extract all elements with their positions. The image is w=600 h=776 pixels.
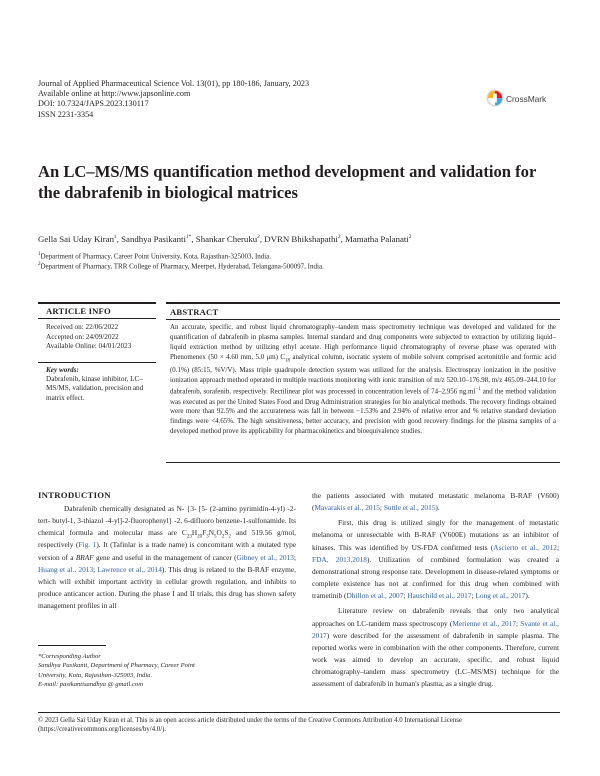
affiliation-sup: 2 — [38, 262, 41, 267]
text: ; — [93, 564, 98, 574]
abstract-part: analytical column, isocratic system of mobile solvent comprised acetonitrile and formic acid (0.1%) (85:15, %V/V). Mass triple quadrupole detection system was utilized for the analysis. Electrospray ionization in the positive ionization approach method operated in multiple reactions monitoring with ionic transition of m/z 520.10–176.98, m/z 465.09–244.10 for dabrafenib, sorafenib, respectively. Rectilinear plot was processed in concentration levels of 74–2,956 ng.ml — [170, 352, 556, 396]
abstract-part: An accurate, specific, and robust liquid chromatography–tandem mass spectrometry technique was developed and validated for the quantification of dabrafenib in plasma samples. Internal standard and drug components were subjected to extraction by utilizing liquid–liquid extraction method by utilizing ethyl acetate. High performance liquid chromatography of reverse phase was operated with Phenomenex (50 × 4.60 mm, 5.0 μm) C — [170, 323, 556, 361]
reference-link[interactable]: Ascierto et al., 2012 — [493, 542, 557, 552]
formula-sub: 2 — [221, 534, 225, 540]
reference-link[interactable]: Hauschild et al., 2017 — [407, 591, 472, 601]
introduction-heading: INTRODUCTION — [38, 490, 111, 500]
abstract-box — [166, 302, 560, 437]
reference-link[interactable]: Long et al., 2017 — [475, 591, 526, 601]
reference-link[interactable]: Mavarakis et al., 2015 — [314, 503, 380, 513]
formula-sub: 23 — [186, 534, 192, 540]
corresponding-email[interactable]: E-mail: pasikantisandhya @ gmail.com — [38, 680, 143, 688]
text: F — [202, 528, 207, 538]
affiliation-text: Department of Pharmacy, Career Point University, Kota, Rajasthan-325003, India. — [40, 252, 272, 261]
text: ) were described for the assessment of dabrafenib in sample plasma. The reported works were in combination with the other components. Therefore, current work was aimed to develop an accurate, specific, and robust liquid chromatography–tandem mass spectrometry (LC–MS/MS) technique for the assessment of dabrafenib in human's plasma, as a single drug. — [312, 630, 559, 689]
gene-name: BRAF — [75, 552, 94, 562]
text: N — [208, 528, 215, 538]
author-sup: 2 — [257, 234, 260, 241]
journal-issn: ISSN 2231-3354 — [38, 109, 94, 119]
intro-left-column — [38, 503, 296, 612]
reference-link[interactable]: Svante et al., 2017 — [312, 618, 559, 640]
intro-paragraph — [38, 503, 296, 612]
journal-available[interactable]: Available online at http://www.japsonline.com — [38, 89, 191, 99]
corresponding-address: University, Kota, Rajasthan-325003, India. — [38, 671, 153, 679]
author-sup: 1* — [185, 234, 192, 241]
footnote-divider — [38, 645, 106, 646]
text: Dabrafenib chemically designated as N- {3- [5- (2-amino pyrimidin-4-yl) -2-tert- butyl-1, 3-thiazol -4-yl]-2-fluorophenyl} -2, 6-difluoro benzene-1-sulfonamide. Its chemical formula and molecular mass are C — [38, 504, 296, 538]
abstract-text — [166, 320, 560, 437]
intro-paragraph — [312, 490, 559, 514]
author-list: Gella Sai Uday Kiran$^1$, Sandhya Pasikanti$^{1*}$, Shankar Cheruku$^2$, DVRN Bhikshapathi$^2$, Mamatha Palanati$^2$ — [38, 234, 412, 244]
text: S — [224, 528, 229, 538]
keywords-text: Dabrafenib, kinase inhibitor, LC–MS/MS, validation, precision and matrix effect. — [46, 375, 144, 402]
journal-doi[interactable]: DOI: 10.7324/JAPS.2023.130117 — [38, 99, 149, 109]
formula-sub: 20 — [197, 534, 203, 540]
affiliation-1 — [38, 252, 271, 260]
license-notice — [38, 716, 560, 734]
text: ). — [435, 503, 440, 513]
reference-link[interactable]: Suttle et al., 2015 — [383, 503, 436, 513]
text: ; — [379, 503, 384, 513]
text: ; — [516, 618, 521, 628]
reference-link[interactable]: Lawrence et al., 2014 — [97, 564, 162, 574]
reference-link[interactable]: FDA, 2013,2018 — [312, 554, 367, 564]
corresponding-author — [38, 652, 195, 689]
abstract-divider — [166, 462, 560, 463]
author-name: Mamatha Palanati — [345, 234, 409, 244]
author-sup: 1 — [113, 234, 117, 241]
text: O — [216, 528, 222, 538]
license-link[interactable]: (https://creativecommons.org/licenses/by/4.0/). — [38, 726, 167, 734]
keywords-box — [38, 362, 156, 404]
article-info-heading: ARTICLE INFO — [38, 302, 156, 319]
affiliation-2 — [38, 262, 324, 270]
text: ). — [525, 591, 530, 601]
text: ). It (Tafinlar is a trade name) is concomitant with a mutated type version of a — [38, 540, 297, 562]
text: Literature review on dabrafenib reveals that only two analytical approaches on LC-tandem mass spectroscopy ( — [312, 606, 559, 628]
text: H — [191, 528, 198, 538]
intro-paragraph — [312, 517, 559, 602]
formula-sub: 2 — [228, 534, 231, 540]
reference-link[interactable]: Huang et al., 2013 — [38, 564, 94, 574]
text: and 519.56 g/mol, respectively ( — [38, 528, 297, 550]
abstract-heading: ABSTRACT — [166, 302, 560, 320]
formula-sub: 5 — [214, 534, 217, 540]
text: ). This drug is related to the B-RAF enzyme, which will exhibit important activity in cellular growth regulation, and inhibits to produce anticancer action. During the phase I and II trials, this drug has shown safety management profiles in all — [38, 564, 296, 611]
author-sup: 2 — [337, 234, 341, 241]
received-date: Received on: 22/06/2022 — [46, 323, 119, 331]
text: ). Utilization of combined formulation was created a demonstrational strong response rate. Development in disease-related symptoms or complete existence has not at confirmed for this drug when combined with trametinib ( — [312, 554, 559, 601]
crossmark-badge[interactable] — [486, 88, 558, 110]
reference-link[interactable]: Merienne et al., 2017 — [452, 618, 517, 628]
text: First, this drug is utilized singly for the management of metastatic melanoma or unresectable with B-RAF (V600E) mutations as an inhibitor of kinases. This was identified by US-FDA confirmed tests ( — [312, 518, 559, 552]
license-line: © 2023 Gella Sai Uday Kiran et al. This is an open access article distributed under the terms of the Creative Commons Attribution 4.0 International License — [38, 717, 462, 724]
text: ; — [293, 552, 296, 562]
accepted-date: Accepted on: 24/09/2022 — [46, 332, 119, 341]
journal-citation: Journal of Applied Pharmaceutical Science Vol. 13(01), pp 180-186, January, 2023 — [38, 79, 310, 88]
article-title: An LC–MS/MS quantification method development and validation for the dabrafenib in biological matrices — [38, 162, 537, 202]
corresponding-name: Sandhya Pasikanti, Department of Pharmacy, Career Point — [38, 662, 195, 670]
corresponding-label: *Corresponding Author — [38, 653, 101, 660]
abstract-sub: 18 — [285, 357, 290, 363]
keywords-heading: Key words: — [46, 366, 79, 374]
text: ; — [403, 591, 408, 601]
license-divider — [38, 712, 560, 713]
author-name: DVRN Bhikshapathi — [264, 234, 338, 244]
intro-right-column — [312, 490, 559, 691]
text: gene and useful in the management of cancer ( — [93, 552, 237, 562]
journal-header — [38, 79, 309, 120]
abstract-sup: −1 — [475, 387, 481, 393]
crossmark-icon — [486, 89, 504, 109]
affiliation-sup: 1 — [38, 252, 41, 257]
reference-link[interactable]: Dhillon et al., 2007 — [346, 591, 404, 601]
intro-paragraph — [312, 605, 559, 690]
available-date: Available Online: 04/01/2023 — [46, 342, 132, 351]
reference-link[interactable]: Gibney et al., 2013 — [236, 552, 294, 562]
text: ; — [556, 542, 559, 552]
crossmark-label: CrossMark — [506, 94, 547, 104]
author-sup: 2 — [408, 234, 412, 241]
author-name: Gella Sai Uday Kiran — [38, 234, 114, 244]
text: ; — [471, 591, 476, 601]
abstract-part: and the method validation was executed as per the United States Food and Drug Administration strategies for bio analytical methods. The recovery findings obtained were more than 92.5% and the accurateness was fall in between −1.53% and 2.94% of relative error and % relative standard deviation findings were <4.65%. The high sensitiveness, better accuracy, and precision with good recovery findings for the plasma samples of a developed method prove its applicability for pharmacokinetics and bioequivalence studies. — [170, 387, 557, 436]
formula-sub: 3 — [206, 534, 209, 540]
author-name: Sandhya Pasikanti — [121, 234, 186, 244]
text: the patients associated with mutated metastatic melanoma B-RAF (V600) ( — [312, 491, 559, 513]
author-name: Shankar Cheruku — [195, 234, 258, 244]
article-info-box — [38, 302, 156, 352]
figure-link[interactable]: Fig. 1 — [78, 540, 97, 550]
affiliation-text: Department of Pharmacy, TRR College of Pharmacy, Meerpet, Hyderabad, Telangana-500097, India. — [40, 262, 324, 271]
